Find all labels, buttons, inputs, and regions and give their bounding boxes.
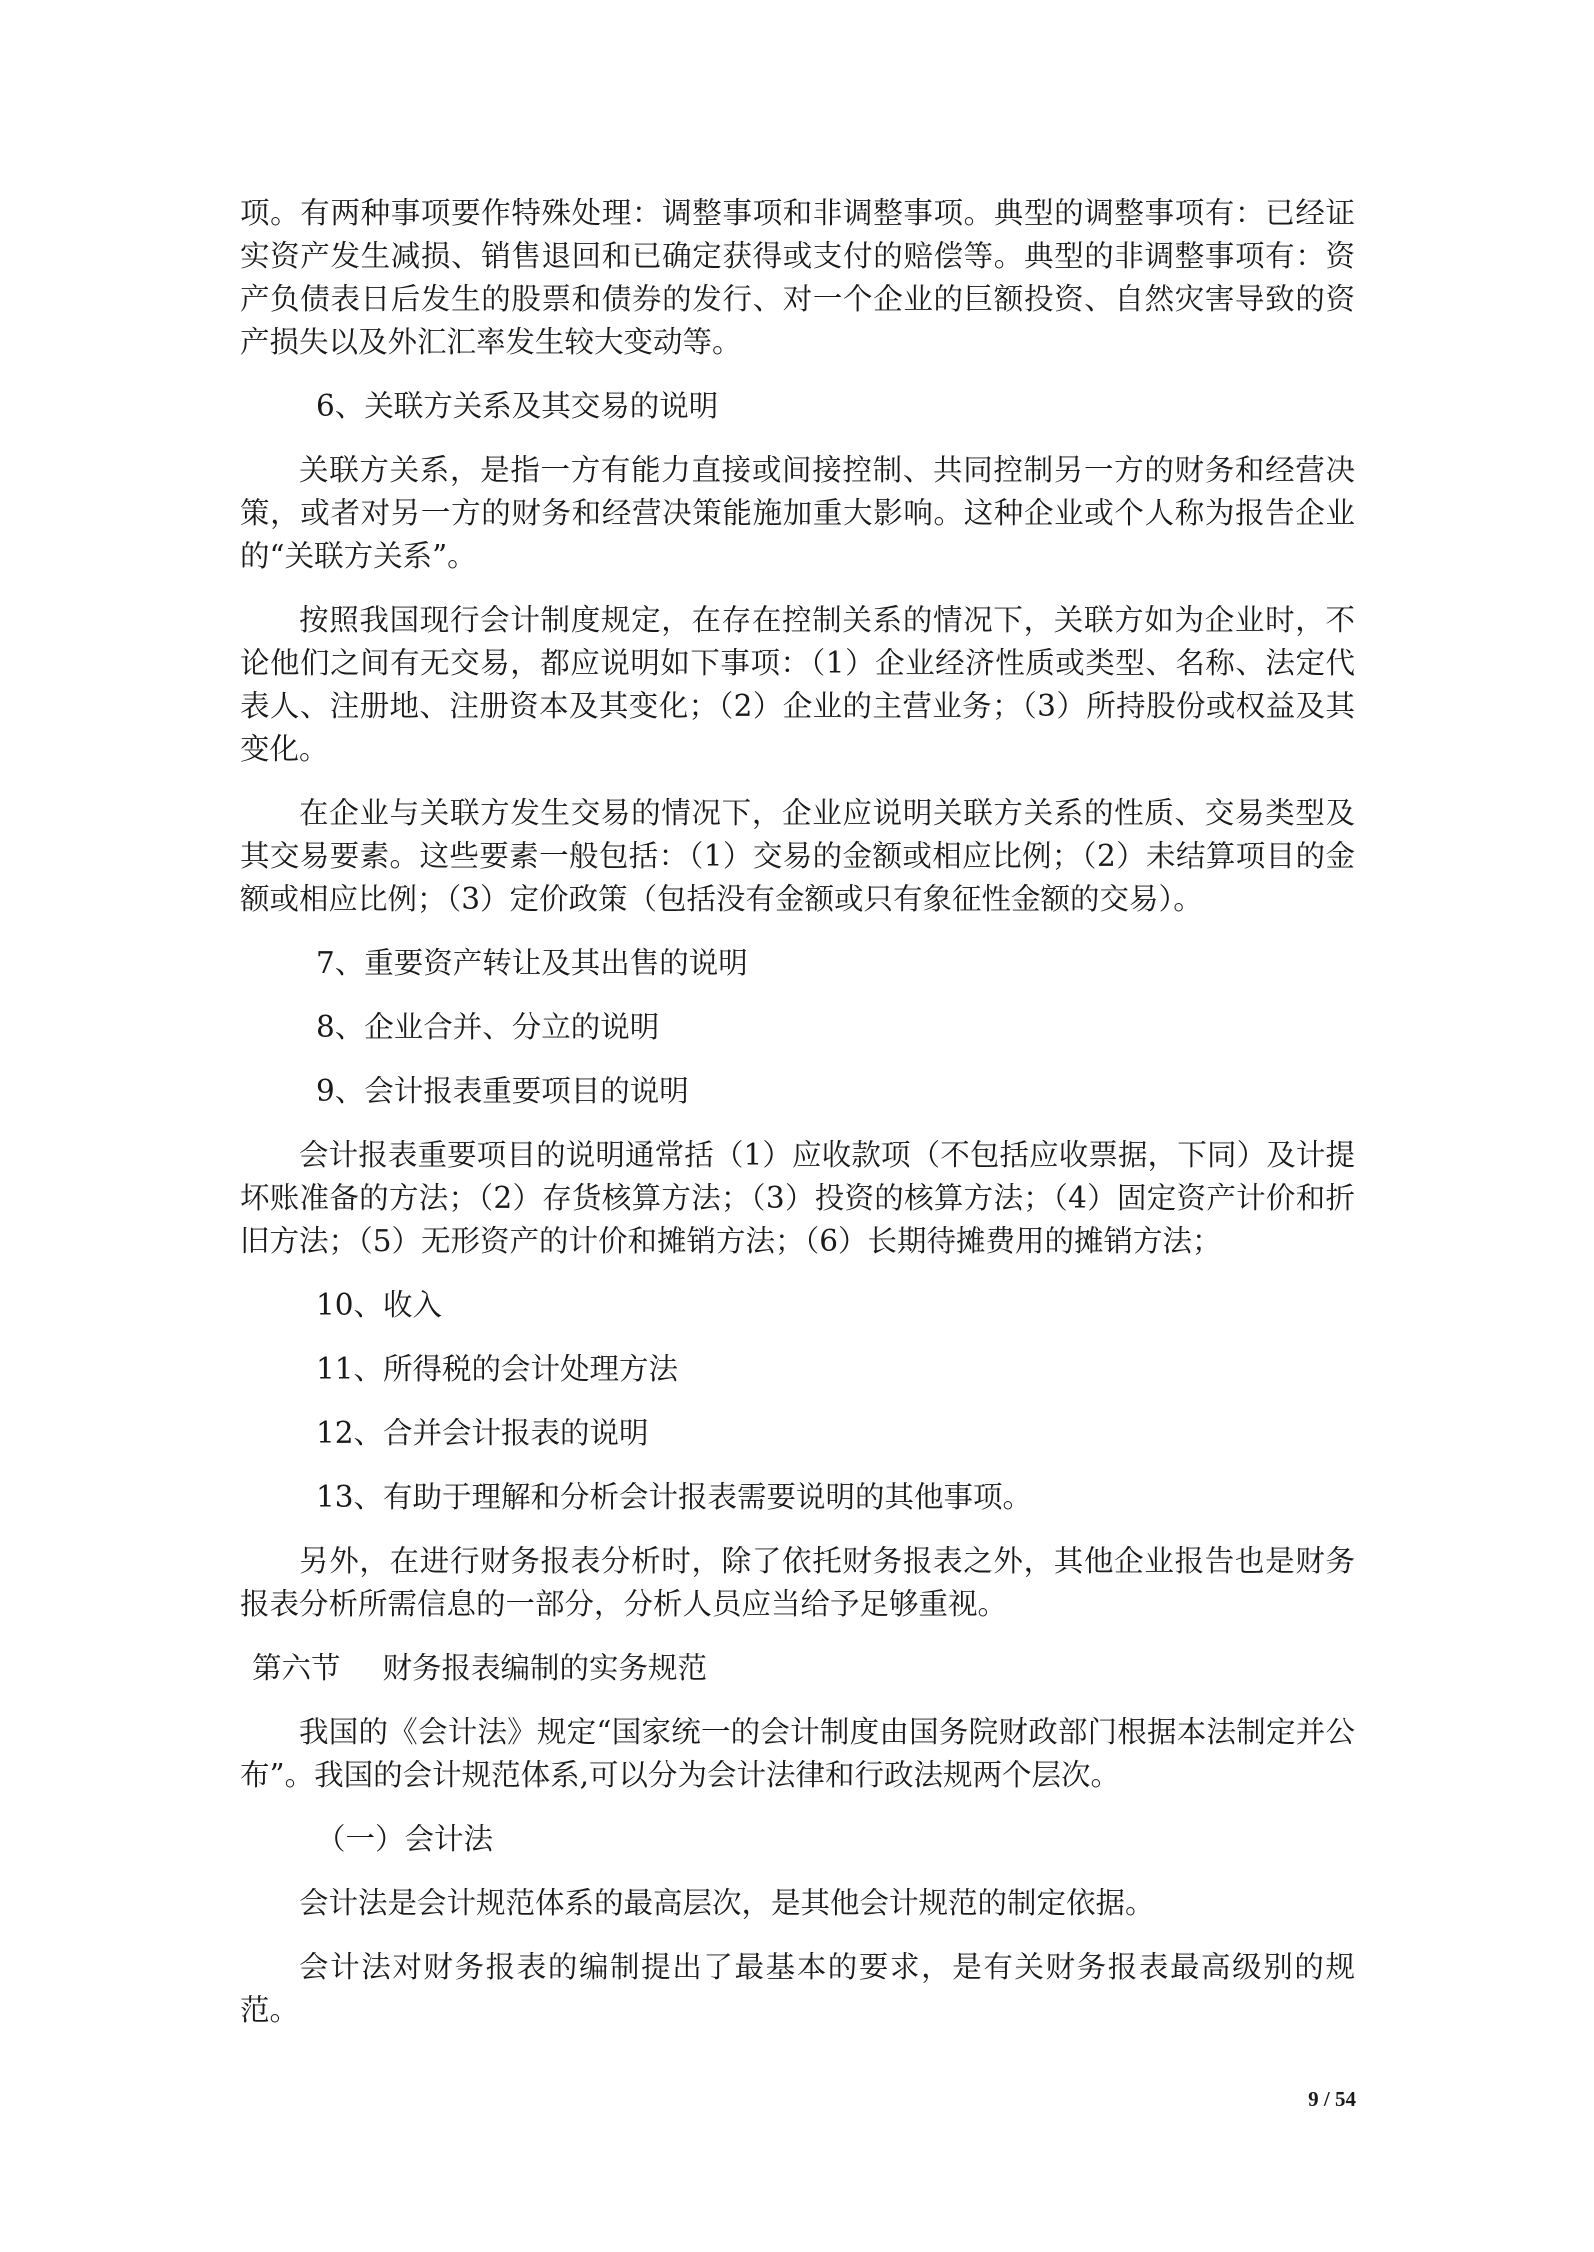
section-title: 财务报表编制的实务规范 [382,1651,708,1685]
item-asset-transfer: 7、重要资产转让及其出售的说明 [316,946,748,980]
item-accounting-law: （一）会计法 [316,1822,494,1856]
item-related-party-heading: 6、关联方关系及其交易的说明 [316,389,719,423]
page-number: 9 / 54 [1308,2087,1356,2111]
paragraph-important-items-detail: 会计报表重要项目的说明通常括（1）应收款项（不包括应收票据，下同）及计提坏账准备的方法；（2）存货核算方法；（3）投资的核算方法；（4）固定资产计价和折旧方法；（5）无形资产的计价和摊销方法；（6）长期待摊费用的摊销方法； [240,1138,1355,1258]
paragraph-related-party-transactions: 在企业与关联方发生交易的情况下，企业应说明关联方关系的性质、交易类型及其交易要素。这些要素一般包括：（1）交易的金额或相应比例；（2）未结算项目的金额或相应比例；（3）定价政策（包括没有金额或只有象征性金额的交易）。 [240,796,1355,916]
section-heading [240,1647,1355,1690]
paragraph-adjusting-events: 项。有两种事项要作特殊处理：调整事项和非调整事项。典型的调整事项有：已经证实资产发生减损、销售退回和已确定获得或支付的赔偿等。典型的非调整事项有：资产负债表日后发生的股票和债券的发行、对一个企业的巨额投资、自然灾害导致的资产损失以及外汇汇率发生较大变动等。 [240,196,1355,359]
item-merger-split: 8、企业合并、分立的说明 [316,1010,660,1044]
item-important-items: 9、会计报表重要项目的说明 [316,1074,689,1108]
paragraph-accounting-law-intro: 我国的《会计法》规定“国家统一的会计制度由国务院财政部门根据本法制定并公布”。我国的会计规范体系,可以分为会计法律和行政法规两个层次。 [240,1715,1355,1792]
item-income-tax: 11、所得税的会计处理方法 [316,1352,679,1386]
section-number: 第六节 [252,1651,341,1685]
paragraph-accounting-law-requirements: 会计法对财务报表的编制提出了最基本的要求，是有关财务报表最高级别的规范。 [240,1950,1355,2027]
item-revenue: 10、收入 [316,1288,443,1322]
page-content [240,192,1355,2053]
item-consolidated-statements: 12、合并会计报表的说明 [316,1416,649,1450]
item-other-matters: 13、有助于理解和分析会计报表需要说明的其他事项。 [316,1480,1033,1514]
paragraph-other-reports: 另外，在进行财务报表分析时，除了依托财务报表之外，其他企业报告也是财务报表分析所需信息的一部分，分析人员应当给予足够重视。 [240,1544,1355,1621]
paragraph-related-party-definition: 关联方关系，是指一方有能力直接或间接控制、共同控制另一方的财务和经营决策，或者对另一方的财务和经营决策能施加重大影响。这种企业或个人称为报告企业的“关联方关系”。 [240,453,1355,573]
paragraph-related-party-control: 按照我国现行会计制度规定，在存在控制关系的情况下，关联方如为企业时，不论他们之间有无交易，都应说明如下事项：（1）企业经济性质或类型、名称、法定代表人、注册地、注册资本及其变化；（2）企业的主营业务；（3）所持股份或权益及其变化。 [240,603,1355,766]
paragraph-accounting-law-highest: 会计法是会计规范体系的最高层次，是其他会计规范的制定依据。 [299,1886,1155,1920]
